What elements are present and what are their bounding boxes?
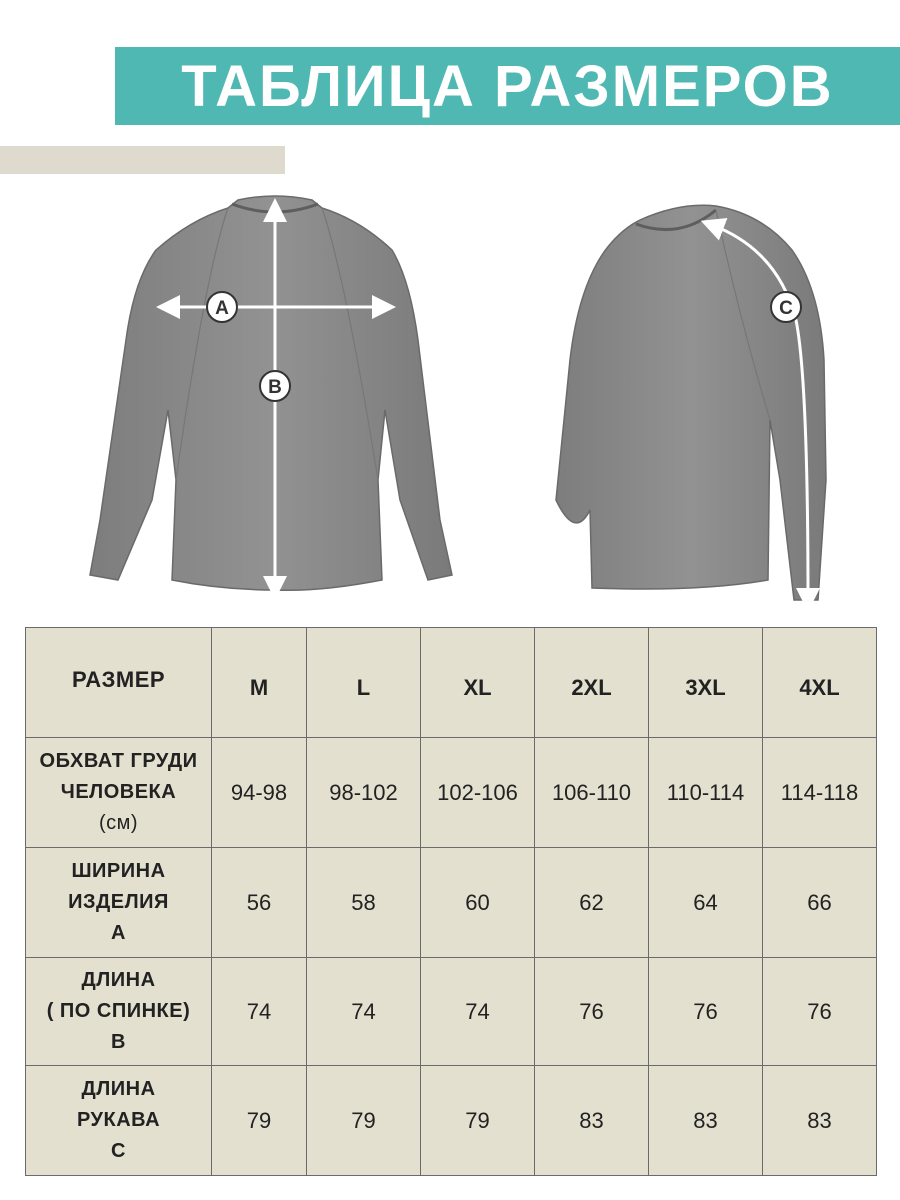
table-cell: 62	[535, 848, 649, 958]
size-xl: XL	[421, 628, 535, 738]
table-row-width	[26, 848, 877, 958]
table-cell: 83	[535, 1066, 649, 1176]
title-banner	[115, 47, 900, 125]
svg-text:A: A	[215, 298, 229, 319]
row-label-sleeve: ДЛИНА РУКАВА C	[26, 1066, 212, 1176]
table-cell: 76	[763, 958, 877, 1066]
svg-text:B: B	[268, 377, 282, 398]
table-cell: 74	[307, 958, 421, 1066]
table-cell: 106-110	[535, 738, 649, 848]
table-row-sleeve	[26, 1066, 877, 1176]
size-m: M	[212, 628, 307, 738]
table-cell: 76	[535, 958, 649, 1066]
svg-text:C: C	[779, 298, 793, 319]
table-row-chest	[26, 738, 877, 848]
table-row-length	[26, 958, 877, 1066]
shirt-measurement-illustration	[0, 180, 900, 620]
table-cell: 74	[421, 958, 535, 1066]
table-cell: 79	[212, 1066, 307, 1176]
marker-b	[260, 371, 290, 401]
table-cell: 56	[212, 848, 307, 958]
size-header-label: РАЗМЕР	[26, 628, 212, 738]
size-3xl: 3XL	[649, 628, 763, 738]
side-shirt	[556, 205, 826, 600]
size-l: L	[307, 628, 421, 738]
table-cell: 114-118	[763, 738, 877, 848]
marker-c	[771, 292, 801, 322]
row-label-chest: ОБХВАТ ГРУДИ ЧЕЛОВЕКА (см)	[26, 738, 212, 848]
table-cell: 110-114	[649, 738, 763, 848]
table-cell: 98-102	[307, 738, 421, 848]
table-cell: 79	[307, 1066, 421, 1176]
size-2xl: 2XL	[535, 628, 649, 738]
table-cell: 83	[763, 1066, 877, 1176]
size-4xl: 4XL	[763, 628, 877, 738]
table-header-row	[26, 628, 877, 738]
marker-a	[207, 292, 237, 322]
table-cell: 76	[649, 958, 763, 1066]
table-cell: 64	[649, 848, 763, 958]
table-cell: 74	[212, 958, 307, 1066]
table-cell: 83	[649, 1066, 763, 1176]
table-cell: 79	[421, 1066, 535, 1176]
size-chart-table	[25, 627, 877, 1176]
table-cell: 58	[307, 848, 421, 958]
accent-strip	[0, 146, 285, 174]
row-label-length: ДЛИНА ( ПО СПИНКЕ) B	[26, 958, 212, 1066]
page-title: ТАБЛИЦА РАЗМЕРОВ	[181, 53, 834, 119]
row-label-width: ШИРИНА ИЗДЕЛИЯ A	[26, 848, 212, 958]
table-cell: 102-106	[421, 738, 535, 848]
table-cell: 60	[421, 848, 535, 958]
table-cell: 66	[763, 848, 877, 958]
table-cell: 94-98	[212, 738, 307, 848]
